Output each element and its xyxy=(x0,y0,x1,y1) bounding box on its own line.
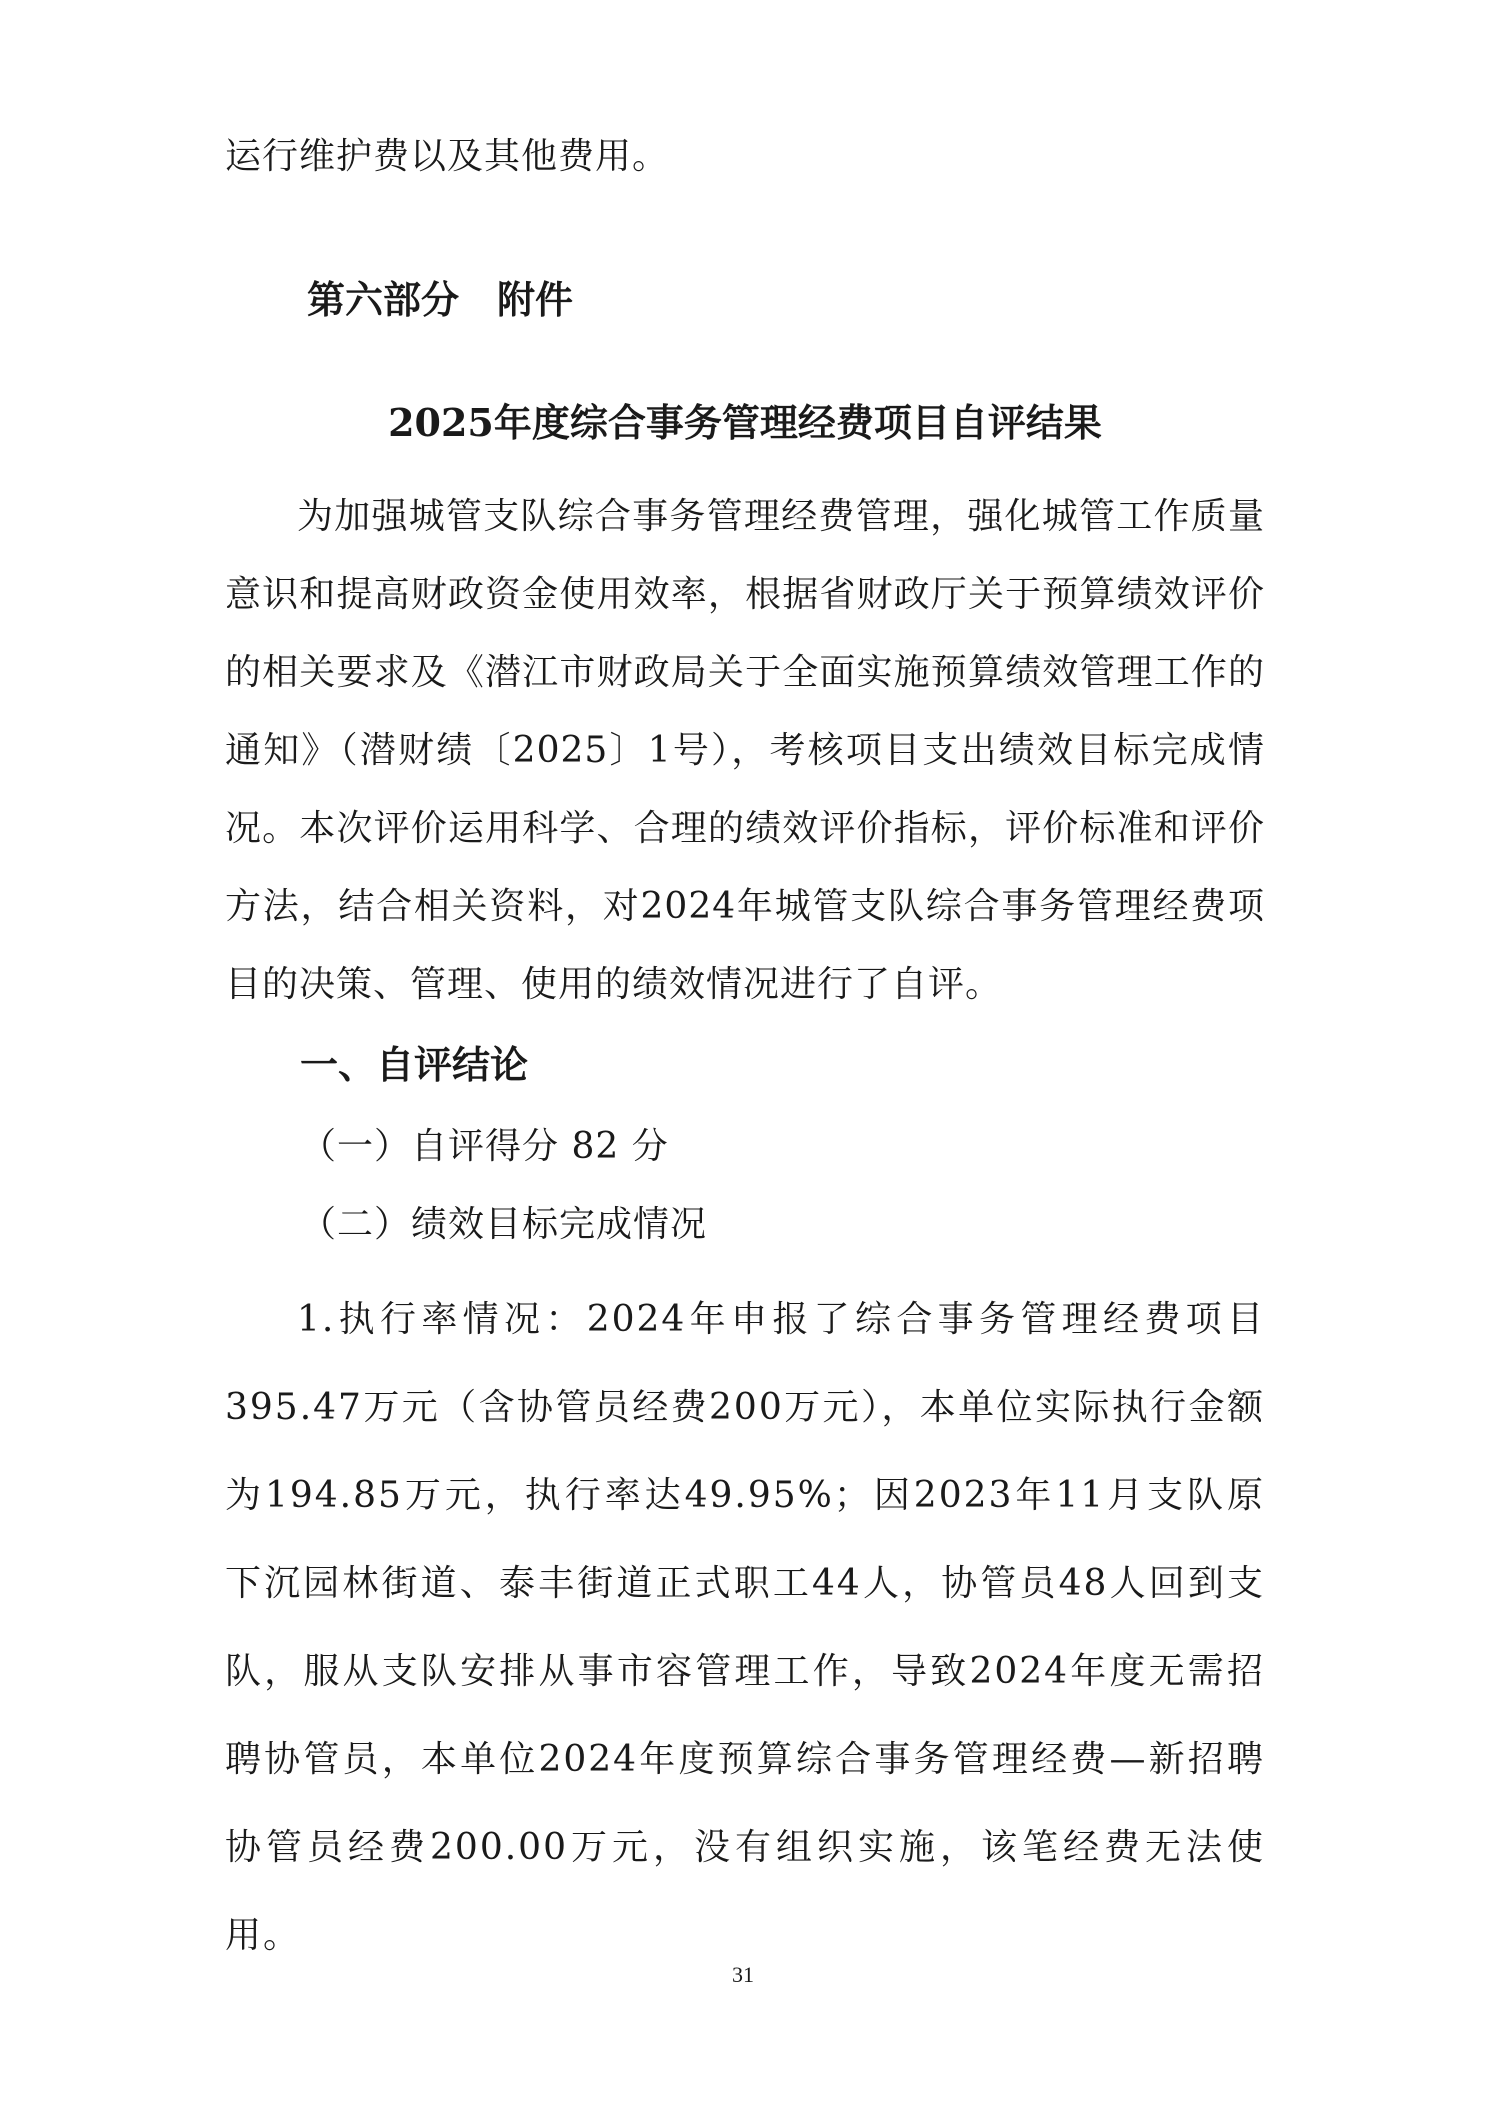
conclusion-heading: 一、自评结论 xyxy=(300,1043,529,1087)
intro-paragraph: 为加强城管支队综合事务管理经费管理，强化城管工作质量意识和提高财政资金使用效率，根据省财政厅关于预算绩效评价的相关要求及《潜江市财政局关于全面实施预算绩效管理工作的通知》（潜财绩〔2025〕1号），考核项目支出绩效目标完成情况。本次评价运用科学、合理的绩效评价指标，评价标准和评价方法，结合相关资料，对2024年城管支队综合事务管理经费项目的决策、管理、使用的绩效情况进行了自评。 xyxy=(225,496,1265,1005)
goal-line: （二）绩效目标完成情况 xyxy=(300,1204,708,1245)
page-number: 31 xyxy=(732,1962,754,1987)
section-heading: 第六部分 附件 xyxy=(307,278,574,322)
execution-paragraph: 1.执行率情况：2024年申报了综合事务管理经费项目395.47万元（含协管员经费200万元），本单位实际执行金额为194.85万元，执行率达49.95%；因2023年11月支队原下沉园林街道、泰丰街道正式职工44人，协管员48人回到支队，服从支队安排从事市容管理工作，导致2024年度无需招聘协管员，本单位2024年度预算综合事务管理经费—新招聘协管员经费200.00万元，没有组织实施，该笔经费无法使用。 xyxy=(225,1299,1265,1956)
report-title: 2025年度综合事务管理经费项目自评结果 xyxy=(388,400,1102,445)
score-line: （一）自评得分 82 分 xyxy=(300,1126,669,1167)
continuation-text: 运行维护费以及其他费用。 xyxy=(225,136,670,177)
